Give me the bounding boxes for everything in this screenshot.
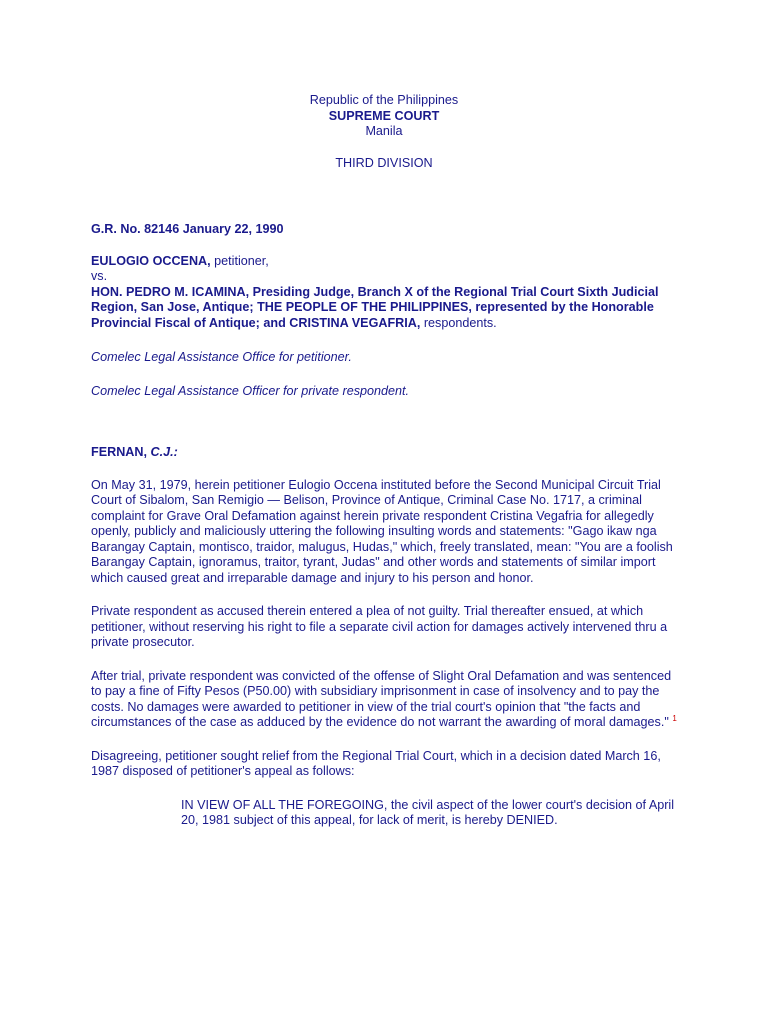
document-page (91, 93, 681, 829)
paragraph-3-text: After trial, private respondent was convicted of the offense of Slight Oral Defamation and was sentenced to pay a fine of Fifty Pesos (P50.00) with subsidiary imprisonment in case of insolvency and to pay the costs. No damages were awarded to petitioner in view of the trial court's opinion that "the facts and circumstances of the case as adduced by the evidence do not warrant the awarding of moral damages." (91, 668, 673, 729)
ponente-name: FERNAN, (91, 445, 151, 459)
court-name: SUPREME COURT (328, 108, 440, 123)
ponente-title: C.J.: (150, 445, 178, 459)
footnote-link[interactable]: 1 (672, 713, 677, 723)
petitioner-name: EULOGIO OCCENA, (91, 253, 211, 268)
paragraph-4: Disagreeing, petitioner sought relief from the Regional Trial Court, which in a decision dated March 16, 1987 disposed of petitioner's appeal as follows: (91, 748, 661, 778)
republic-line: Republic of the Philippines (309, 93, 459, 107)
division-title: THIRD DIVISION (335, 155, 433, 170)
paragraph-2: Private respondent as accused therein entered a plea of not guilty. Trial thereafter ensued, at which petitioner, without reserving his right to file a separate civil action for damages actively intervened thru a private prosecutor. (91, 604, 668, 649)
respondents-role: respondents. (420, 315, 497, 330)
block-quote: IN VIEW OF ALL THE FOREGOING, the civil aspect of the lower court's decision of April 20, 1981 subject of this appeal, for lack of merit, is hereby DENIED. (181, 797, 675, 827)
court-city: Manila (365, 124, 403, 138)
court-header (91, 93, 677, 171)
counsel-respondent: Comelec Legal Assistance Officer for private respondent. (91, 383, 410, 398)
ponente (91, 445, 681, 461)
case-number: G.R. No. 82146 January 22, 1990 (91, 222, 284, 236)
petitioner-role: petitioner, (210, 253, 269, 268)
respondents-line (91, 285, 681, 332)
counsel-petitioner: Comelec Legal Assistance Office for petitioner. (91, 350, 352, 364)
petitioner-line (91, 254, 681, 270)
paragraph-3 (91, 669, 681, 731)
versus: vs. (91, 269, 108, 283)
respondents-names: HON. PEDRO M. ICAMINA, Presiding Judge, Branch X of the Regional Trial Court Sixth Judicial Region, San Jose, Antique; THE PEOPLE OF THE PHILIPPINES, represented by the Honorable Provincial Fiscal of Antique; and CRISTINA VEGAFRIA, (91, 284, 659, 330)
paragraph-1: On May 31, 1979, herein petitioner Eulogio Occena instituted before the Second Municipal Circuit Trial Court of Sibalom, San Remigio — Belison, Province of Antique, Criminal Case No. 1717, a criminal complaint for Grave Oral Defamation against herein private respondent Cristina Vegafria for allegedly openly, publicly and maliciously uttering the following insulting words and statements: "Gago ikaw nga Barangay Captain, montisco, traidor, malugus, Hudas," which, freely translated, mean: "You are a foolish Barangay Captain, ignoramus, traitor, tyrant, Judas" and other words and statements of similar import which caused great and irreparable damage and injury to his person and honor. (91, 477, 673, 585)
